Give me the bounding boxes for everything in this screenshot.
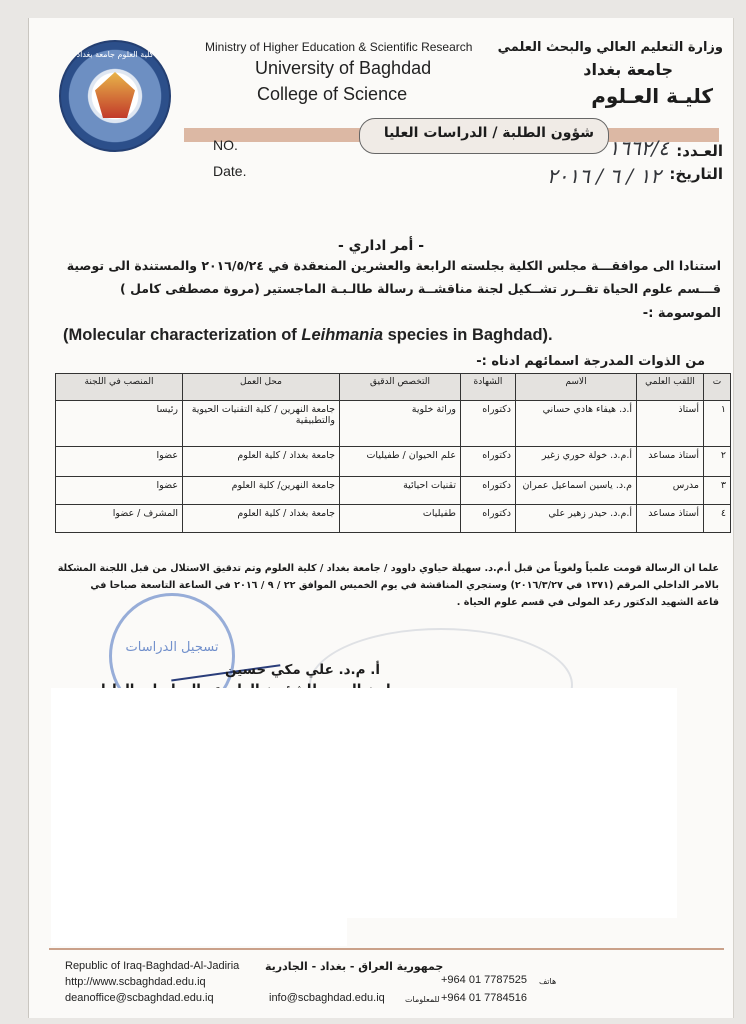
cell-name: أ.م.د. خولة حوري زغير — [516, 447, 637, 477]
footer-email-ar-label: للمعلومات — [405, 995, 440, 1004]
footer-phone-2: +964 01 7784516 — [441, 992, 527, 1004]
thesis-title-suffix: species in Baghdad). — [383, 326, 553, 344]
date-label: Date. — [213, 163, 247, 179]
footer-email-en: deanoffice@scbaghdad.edu.iq — [65, 992, 214, 1004]
footer-address-ar: جمهورية العراق - بغداد - الجادرية — [265, 960, 444, 973]
ministry-ar: وزارة التعليم العالي والبحث العلمي — [497, 40, 723, 55]
cell-role: رئيسا — [56, 401, 183, 447]
cell-rank: مدرس — [637, 477, 704, 505]
thesis-title-prefix: (Molecular characterization of — [63, 326, 302, 344]
note-line-1: علما ان الرسالة قومت علمياً ولغوياً من قبل أ.م.د. سهيلة حياوي داوود / جامعة بغداد / كلية العلوم وتم تدقيق الاستلال من قبل اللجنة المشكلة — [57, 563, 719, 574]
cell-name: م.د. ياسين اسماعيل عمران — [516, 477, 637, 505]
number-value: ١٦٦٢/٤ — [608, 136, 669, 160]
cell-index: ١ — [704, 401, 731, 447]
note-line-3: قاعة الشهيد الدكتور رعد المولى في قسم علوم الحياة . — [456, 597, 719, 608]
note-line-2: بالامر الداخلي المرقم (١٣٧١ في ٢٠١٦/٣/٢٧) وستجري المناقشة في يوم الخميس الموافق ٢٢ / ٩ / ٢٠١٦ في الساعة التاسعة صباحا في — [90, 580, 719, 591]
cell-workplace: جامعة بغداد / كلية العلوم — [183, 447, 340, 477]
committee-table — [55, 373, 731, 533]
department-tab-label: شؤون الطلبة / الدراسات العليا — [383, 125, 594, 141]
cell-name: أ.د. هيفاء هادي حساني — [516, 401, 637, 447]
cell-role: المشرف / عضوا — [56, 505, 183, 533]
col-header-rank: اللقب العلمي — [637, 374, 704, 401]
footer-phone-label: هاتف — [539, 977, 557, 986]
table-header-row — [56, 374, 731, 401]
number-label-ar: العـدد: — [676, 142, 723, 160]
university-en: University of Baghdad — [255, 58, 432, 78]
para-line-1: استنادا الى موافقـــة مجلس الكلية بجلسته الرابعة والعشرين المنعقدة في ٢٠١٦/٥/٢٤ والمستندة الى توصية — [66, 258, 721, 273]
document-page — [28, 18, 734, 1018]
footer-website: http://www.scbaghdad.edu.iq — [65, 976, 206, 988]
col-header-name: الاسم — [516, 374, 637, 401]
table-row — [56, 505, 731, 533]
cell-rank: أستاذ مساعد — [637, 505, 704, 533]
cell-rank: أستاذ — [637, 401, 704, 447]
logo-emblem — [95, 72, 135, 118]
date-label-ar: التاريخ: — [669, 165, 723, 183]
cell-name: أ.م.د. حيدر زهير علي — [516, 505, 637, 533]
university-ar: جامعة بغداد — [583, 60, 673, 79]
cell-workplace: جامعة النهرين/ كلية العلوم — [183, 477, 340, 505]
cell-specialization: تقنيات احيائية — [340, 477, 461, 505]
table-row — [56, 447, 731, 477]
para-line-2: قـــسم علوم الحياة تقــرر تشــكيل لجنة مناقشــة رسالة طالـبـة الماجستير (مروة مصطفى كامل ) — [120, 281, 721, 296]
cell-degree: دكتوراه — [461, 447, 516, 477]
cell-degree: دكتوراه — [461, 505, 516, 533]
department-tab — [359, 118, 609, 154]
thesis-title — [63, 326, 553, 345]
table-row — [56, 477, 731, 505]
cell-workplace: جامعة بغداد / كلية العلوم — [183, 505, 340, 533]
footer-divider — [49, 948, 724, 950]
members-intro: من الذوات المدرجة اسمائهم ادناه :- — [476, 354, 705, 369]
col-header-workplace: محل العمل — [183, 374, 340, 401]
footer-email-ar: info@scbaghdad.edu.iq — [269, 992, 385, 1004]
col-header-specialization: التخصص الدقيق — [340, 374, 461, 401]
signer-name: أ. م.د. علي مكي حسين — [225, 662, 381, 678]
footer-phone-1: +964 01 7787525 — [441, 974, 527, 986]
cell-degree: دكتوراه — [461, 401, 516, 447]
order-heading: - أمر اداري - — [337, 238, 425, 254]
college-logo — [59, 40, 171, 152]
logo-text: كلية العلوم جامعة بغداد — [76, 50, 154, 59]
date-value: ١٢ / ٦ / ٢٠١٦ — [546, 164, 661, 188]
cell-specialization: طفيليات — [340, 505, 461, 533]
cell-index: ٤ — [704, 505, 731, 533]
cell-role: عضوا — [56, 477, 183, 505]
ministry-en: Ministry of Higher Education & Scientific Research — [205, 40, 473, 54]
para-line-3: الموسومة :- — [642, 306, 721, 321]
table-row — [56, 401, 731, 447]
cell-workplace: جامعة النهرين / كلية التقنيات الحيوية والتطبيقية — [183, 401, 340, 447]
col-header-degree: الشهادة — [461, 374, 516, 401]
no-label: NO. — [213, 137, 238, 153]
college-en: College of Science — [257, 84, 408, 104]
thesis-title-italic: Leihmania — [301, 326, 383, 344]
cell-specialization: وراثة خلوية — [340, 401, 461, 447]
col-header-index: ت — [704, 374, 731, 401]
footer-address-en: Republic of Iraq-Baghdad-Al-Jadiria — [65, 960, 240, 972]
col-header-role: المنصب في اللجنة — [56, 374, 183, 401]
cell-index: ٢ — [704, 447, 731, 477]
redacted-area — [51, 688, 677, 918]
college-ar: كليـة العـلوم — [591, 84, 713, 108]
cell-index: ٣ — [704, 477, 731, 505]
cell-specialization: علم الحيوان / طفيليات — [340, 447, 461, 477]
cell-role: عضوا — [56, 447, 183, 477]
stamp-text: تسجيل الدراسات — [125, 640, 219, 655]
cell-rank: أستاذ مساعد — [637, 447, 704, 477]
cell-degree: دكتوراه — [461, 477, 516, 505]
redacted-area-lower — [51, 898, 347, 946]
